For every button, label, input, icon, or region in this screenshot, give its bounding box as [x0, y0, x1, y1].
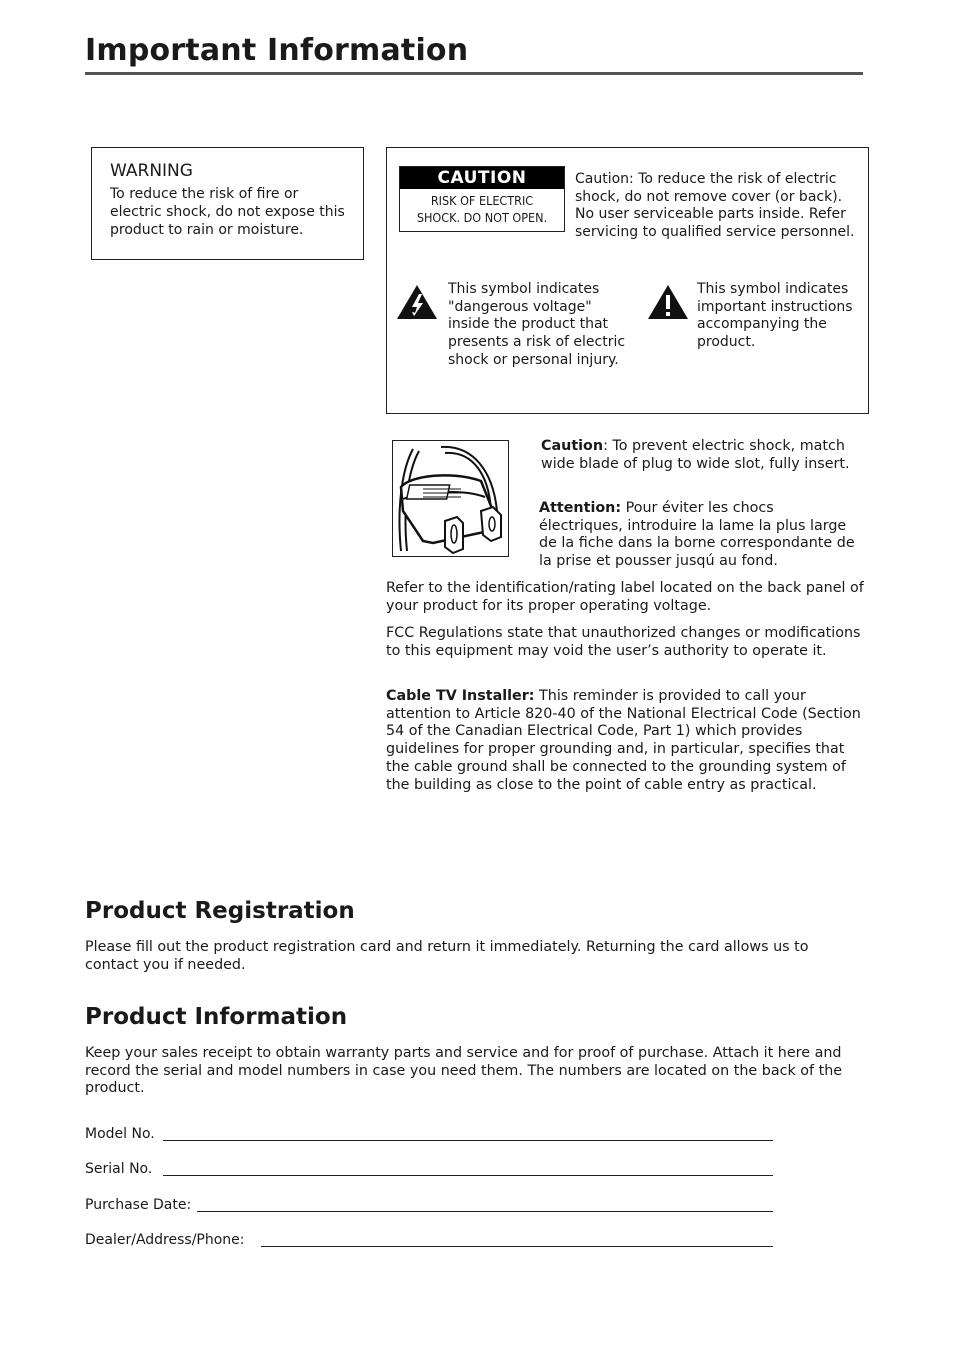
plug-caution-text — [541, 438, 861, 473]
product-info-text: Keep your sales receipt to obtain warranty parts and service and for proof of purchase. Attach it here and record the serial and model numbers in case you need them. The numbers are located on the back of the product. — [85, 1045, 843, 1097]
purchase-date-field[interactable] — [197, 1211, 773, 1212]
caution-label-head: CAUTION — [400, 167, 564, 189]
voltage-symbol-text: This symbol indicates "dangerous voltage" inside the product that presents a risk of electric shock or personal injury. — [448, 281, 626, 368]
dealer-field[interactable] — [261, 1246, 773, 1247]
caution-label-body — [400, 189, 564, 226]
plug-attention-label: Attention: — [539, 500, 622, 516]
warning-title: WARNING — [110, 161, 193, 181]
caution-label — [399, 166, 565, 232]
registration-text: Please fill out the product registration card and return it immediately. Returning the card allows us to contact you if needed. — [85, 939, 809, 973]
caution-text: Caution: To reduce the risk of electric shock, do not remove cover (or back). No user serviceable parts inside. Refer servicing to qualified service personnel. — [575, 171, 855, 241]
dealer-label: Dealer/Address/Phone: — [85, 1232, 245, 1248]
model-number-field[interactable] — [163, 1140, 773, 1141]
lightning-triangle-icon — [396, 284, 438, 320]
caution-box — [386, 147, 869, 414]
fcc-note: FCC Regulations state that unauthorized changes or modifications to this equipment may void the user’s authority to operate it. — [386, 625, 861, 659]
cable-installer-body: This reminder is provided to call your attention to Article 820-40 of the National Electrical Code (Section 54 of the Canadian Electrical Code, Part 1) which provides guidelines for proper grounding and, in particular, specifies that the cable ground shall be connected to the grounding system of the building as close to the point of cable entry as practical. — [386, 688, 861, 793]
warning-text: To reduce the risk of fire or electric shock, do not expose this product to rain or moisture. — [110, 186, 345, 238]
registration-heading: Product Registration — [85, 898, 355, 924]
product-info-heading: Product Information — [85, 1004, 348, 1030]
exclamation-triangle-icon — [647, 284, 689, 320]
serial-number-label: Serial No. — [85, 1161, 153, 1177]
plug-attention-body: Pour éviter les chocs électriques, introduire la lame la plus large de la fiche dans la borne correspondante de la prise et pousser jusqú au fond. — [539, 500, 855, 570]
plug-caution-body: : To prevent electric shock, match wide blade of plug to wide slot, fully insert. — [541, 438, 850, 472]
polarized-plug-icon — [393, 441, 507, 555]
model-number-label: Model No. — [85, 1126, 155, 1142]
cable-installer-note — [386, 688, 864, 794]
caution-label-line2: SHOCK. DO NOT OPEN. — [416, 210, 548, 225]
warning-box — [91, 147, 364, 260]
plug-attention-text — [539, 500, 861, 571]
serial-number-field[interactable] — [163, 1175, 773, 1176]
cable-installer-label: Cable TV Installer: — [386, 688, 535, 704]
purchase-date-label: Purchase Date: — [85, 1197, 192, 1213]
instructions-symbol-text: This symbol indicates important instructions accompanying the product. — [697, 281, 853, 351]
rating-label-note: Refer to the identification/rating label located on the back panel of your product for its proper operating voltage. — [386, 580, 864, 614]
plug-caution-label: Caution — [541, 438, 604, 454]
page-title: Important Information — [85, 30, 863, 75]
caution-label-line1: RISK OF ELECTRIC — [430, 193, 534, 208]
plug-illustration — [392, 440, 509, 557]
